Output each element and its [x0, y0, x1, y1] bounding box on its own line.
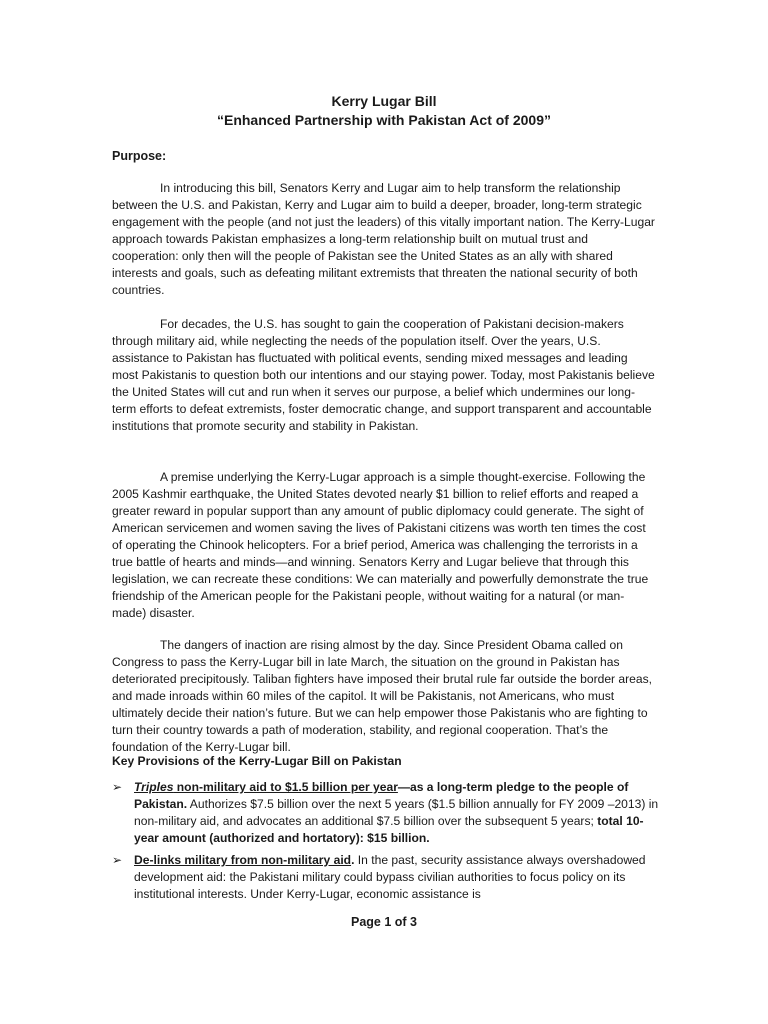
bullet-text: In the past, security assistance always overshadowed development aid: the Pakistani military could bypass civilian authorities to focus policy on its institutional interests. Under Kerry-Lugar, economic assistance is	[134, 853, 646, 901]
bullet-bold-text: —as a long-term pledge to the people of Pakistan.	[134, 780, 629, 811]
paragraph: For decades, the U.S. has sought to gain the cooperation of Pakistani decision-makers through military aid, while neglecting the needs of the population itself. Over the years, U.S. assistance to Pakistan has fluctuated with political events, sending mixed messages and leading most Pakistanis to question both our intentions and our staying power. Today, most Pakistanis believe the United States will cut and run when it serves our purpose, a belief which undermines our long-term efforts to defeat extremists, foster democratic change, and support transparent and accountable institutions that promote security and stability in Pakistan.	[112, 317, 655, 433]
bullet-lead-italic: Triples	[134, 780, 174, 794]
document-subtitle: “Enhanced Partnership with Pakistan Act of 2009”	[216, 112, 552, 128]
bullet-lead: De-links military from non-military aid	[134, 853, 352, 867]
arrow-bullet-icon: ➢	[112, 780, 123, 794]
arrow-bullet-icon: ➢	[112, 853, 123, 867]
bullet-tail-bold: total 10-year amount (authorized and hortatory): $15 billion.	[134, 814, 644, 845]
document-title: Kerry Lugar Bill	[331, 93, 437, 109]
purpose-heading: Purpose:	[112, 149, 167, 163]
bullet-item	[112, 852, 660, 903]
bullet-bold-text: .	[351, 853, 355, 867]
paragraph: A premise underlying the Kerry-Lugar approach is a simple thought-exercise. Following the 2005 Kashmir earthquake, the United States devoted nearly $1 billion to relief efforts and reaped a greater reward in popular support than any amount of public diplomacy could generate. The sight of American servicemen and women saving the lives of Pakistani citizens was worth ten times the cost of operating the Chinook helicopters. For a brief period, America was challenging the terrorists in a true battle of hearts and minds—and winning. Senators Kerry and Lugar believe that through this legislation, we can recreate these conditions: We can materially and powerfully demonstrate the true friendship of the American people for the Pakistani people, without waiting for a natural (or man-made) disaster.	[112, 470, 649, 620]
page-footer: Page 1 of 3	[351, 915, 417, 929]
bullet-text: Authorizes $7.5 billion over the next 5 years ($1.5 billion annually for FY 2009 –2013) in non-military aid, and advocates an additional $7.5 billion over the subsequent 5 years;	[134, 797, 659, 828]
paragraph: In introducing this bill, Senators Kerry and Lugar aim to help transform the relationship between the U.S. and Pakistan, Kerry and Lugar aim to build a deeper, broader, long-term strategic engagement with the people (and not just the leaders) of this vitally important nation. The Kerry-Lugar approach towards Pakistan emphasizes a long-term relationship built on mutual trust and cooperation: only then will the people of Pakistan see the United States as an ally with shared interests and goals, such as defeating militant extremists that threaten the national security of both countries.	[112, 181, 655, 297]
paragraph: The dangers of inaction are rising almost by the day. Since President Obama called on Congress to pass the Kerry-Lugar bill in late March, the situation on the ground in Pakistan has deteriorated precipitously. Taliban fighters have imposed their brutal rule far outside the border areas, and made inroads within 60 miles of the capitol. It will be Pakistanis, not Americans, who must ultimately decide their nation’s future. But we can help empower those Pakistanis who are fighting to turn their country towards a path of moderation, stability, and regional cooperation. That’s the foundation of the Kerry-Lugar bill.	[112, 638, 653, 754]
key-provisions-heading: Key Provisions of the Kerry-Lugar Bill on Pakistan	[112, 754, 402, 768]
bullet-item	[112, 779, 660, 847]
bullet-lead: non-military aid to $1.5 billion per year	[173, 780, 398, 794]
